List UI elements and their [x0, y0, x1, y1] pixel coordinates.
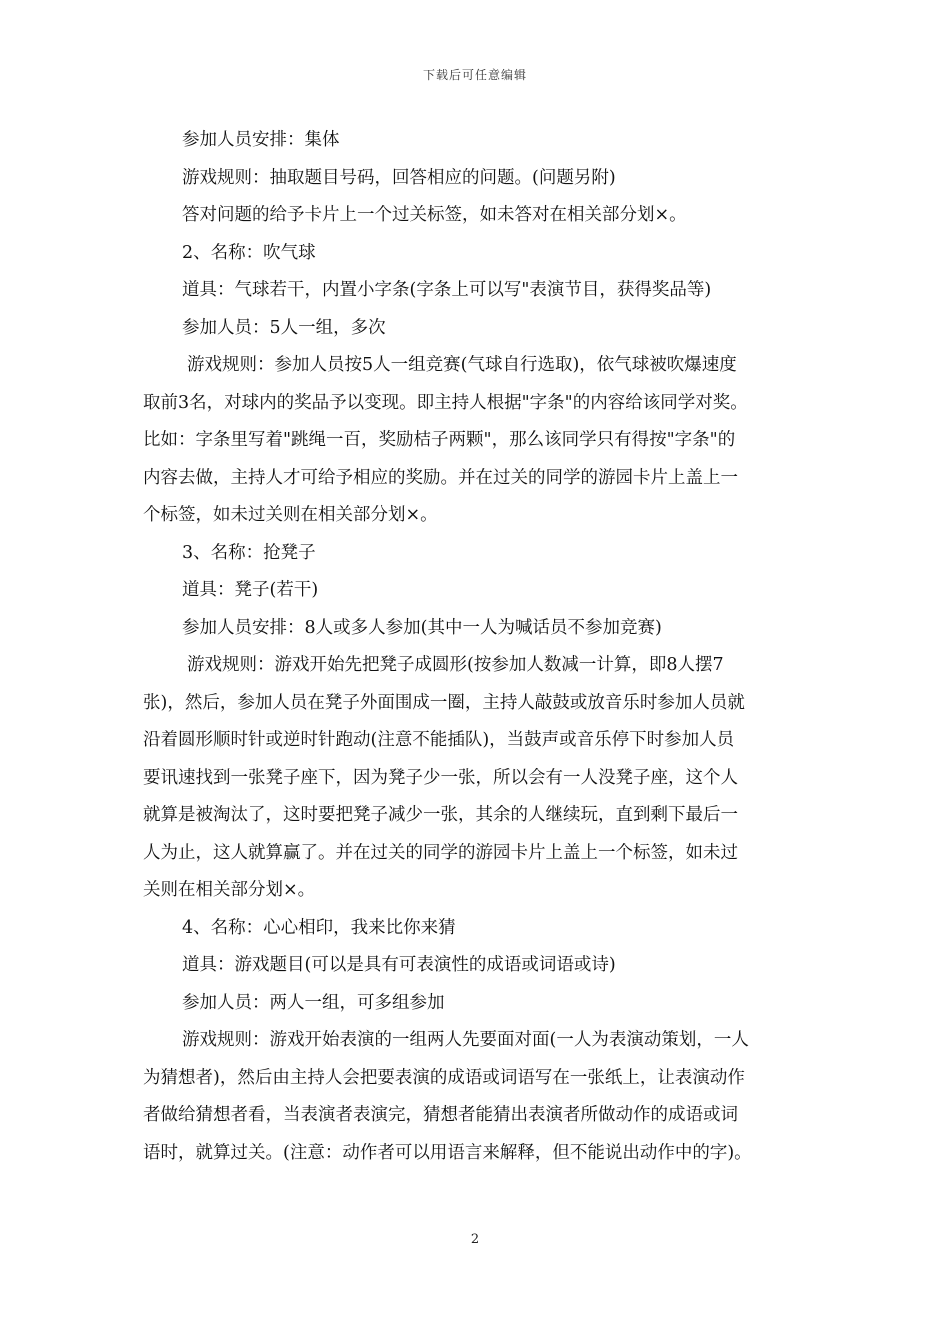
paragraph-chairs-rules — [143, 647, 811, 910]
text-line: 参加人员安排：集体 — [182, 130, 340, 150]
text-line: 参加人员安排：8人或多人参加(其中一人为喊话员不参加竞赛) — [182, 617, 662, 638]
text-line: 张)，然后，参加人员在凳子外面围成一圈，主持人敲鼓或放音乐时参加人员就 — [143, 692, 745, 713]
text-line: 关则在相关部分划×。 — [143, 880, 316, 900]
text-line: 游戏规则：抽取题目号码，回答相应的问题。(问题另附) — [182, 167, 616, 188]
text-line: 游戏规则：游戏开始先把凳子成圆形(按参加人数减一计算，即8人摆7 — [187, 655, 724, 675]
text-line: 取前3名，对球内的奖品予以变现。即主持人根据"字条"的内容给该同学对奖。 — [143, 392, 748, 413]
text-line: 语时，就算过关。(注意：动作者可以用语言来解释，但不能说出动作中的字)。 — [143, 1142, 752, 1163]
paragraph-charades-rules — [143, 1022, 811, 1172]
text-line: 参加人员：两人一组，可多组参加 — [182, 992, 445, 1013]
text-line: 就算是被淘汰了，这时要把凳子减少一张，其余的人继续玩，直到剩下最后一 — [143, 805, 738, 825]
text-line: 人为止，这人就算赢了。并在过关的同学的游园卡片上盖上一个标签，如未过 — [143, 842, 738, 863]
document-body — [143, 122, 811, 1172]
section-heading: 2、名称：吹气球 — [182, 242, 316, 263]
text-line: 要讯速找到一张凳子座下，因为凳子少一张，所以会有一人没凳子座，这个人 — [143, 767, 738, 788]
text-line: 为猜想者)，然后由主持人会把要表演的成语或词语写在一张纸上，让表演动作 — [143, 1067, 745, 1088]
text-line: 者做给猜想者看，当表演者表演完，猜想者能猜出表演者所做动作的成语或词 — [143, 1105, 738, 1125]
text-line: 道具：游戏题目(可以是具有可表演性的成语或词语或诗) — [182, 955, 616, 975]
text-line: 答对问题的给予卡片上一个过关标签，如未答对在相关部分划×。 — [182, 205, 687, 225]
text-line: 内容去做，主持人才可给予相应的奖励。并在过关的同学的游园卡片上盖上一 — [143, 467, 738, 488]
section-heading: 3、名称：抢凳子 — [182, 542, 316, 563]
page-number: 2 — [470, 1232, 480, 1247]
paragraph-balloon-rules — [143, 347, 811, 535]
text-line: 比如：字条里写着"跳绳一百，奖励桔子两颗"，那么该同学只有得按"字条"的 — [143, 430, 736, 450]
text-line: 游戏规则：游戏开始表演的一组两人先要面对面(一人为表演动策划，一人 — [182, 1030, 749, 1050]
text-line: 道具：凳子(若干) — [182, 580, 319, 600]
page-header: 下载后可任意编辑 — [422, 68, 527, 82]
text-line: 道具：气球若干，内置小字条(字条上可以写"表演节目，获得奖品等) — [182, 280, 712, 300]
text-line: 参加人员：5人一组，多次 — [182, 317, 386, 338]
text-line: 沿着圆形顺时针或逆时针跑动(注意不能插队)，当鼓声或音乐停下时参加人员 — [143, 730, 735, 750]
text-line: 个标签，如未过关则在相关部分划×。 — [143, 505, 438, 525]
text-line: 游戏规则：参加人员按5人一组竞赛(气球自行选取)，依气球被吹爆速度 — [187, 355, 737, 375]
section-heading: 4、名称：心心相印，我来比你来猜 — [182, 917, 456, 938]
